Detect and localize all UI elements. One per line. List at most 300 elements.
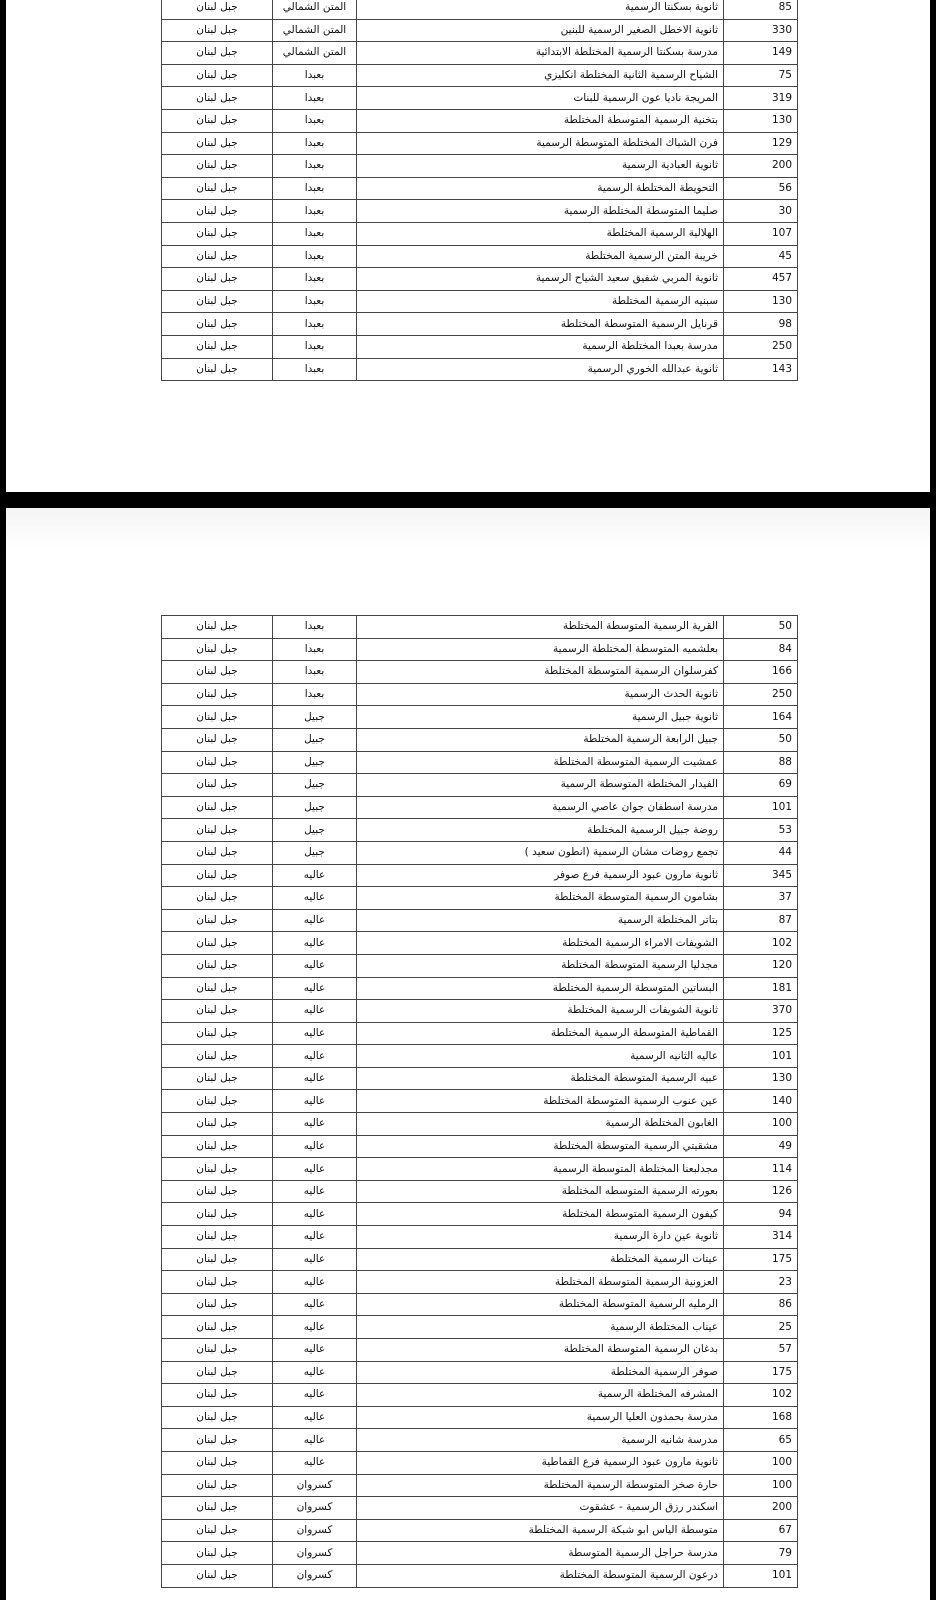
table-row	[162, 1113, 798, 1136]
district-cell: عاليه	[273, 1113, 357, 1136]
school-name-cell: خريبة المتن الرسمية المختلطة	[357, 245, 724, 268]
governorate-cell: جبل لبنان	[162, 1180, 273, 1203]
student-count-cell: 65	[724, 1429, 798, 1452]
student-count-cell: 37	[724, 887, 798, 910]
district-cell: عاليه	[273, 1361, 357, 1384]
governorate-cell: جبل لبنان	[162, 932, 273, 955]
district-cell: عاليه	[273, 1000, 357, 1023]
table-row	[162, 1158, 798, 1181]
school-name-cell: التحويطة المختلطة الرسمية	[357, 177, 724, 200]
table-row	[162, 132, 798, 155]
table-row	[162, 728, 798, 751]
district-cell: عاليه	[273, 1022, 357, 1045]
school-name-cell: بدغان الرسمية المتوسطة المختلطة	[357, 1339, 724, 1362]
school-name-cell: مدرسة شانيه الرسمية	[357, 1429, 724, 1452]
student-count-cell: 44	[724, 841, 798, 864]
student-count-cell: 101	[724, 796, 798, 819]
district-cell: عاليه	[273, 1339, 357, 1362]
schools-table-top	[161, 0, 798, 381]
student-count-cell: 85	[724, 0, 798, 19]
school-name-cell: عين عنوب الرسمية المتوسطة المختلطة	[357, 1090, 724, 1113]
student-count-cell: 130	[724, 1067, 798, 1090]
student-count-cell: 143	[724, 358, 798, 381]
district-cell: عاليه	[273, 1135, 357, 1158]
governorate-cell: جبل لبنان	[162, 1113, 273, 1136]
governorate-cell: جبل لبنان	[162, 200, 273, 223]
governorate-cell: جبل لبنان	[162, 222, 273, 245]
student-count-cell: 166	[724, 661, 798, 684]
document-page-bottom	[6, 508, 930, 1600]
district-cell: المتن الشمالي	[273, 42, 357, 65]
governorate-cell: جبل لبنان	[162, 774, 273, 797]
district-cell: بعبدا	[273, 245, 357, 268]
district-cell: جبيل	[273, 751, 357, 774]
table-row	[162, 887, 798, 910]
student-count-cell: 23	[724, 1271, 798, 1294]
school-name-cell: تجمع روضات مشان الرسمية (انطون سعيد )	[357, 841, 724, 864]
district-cell: عاليه	[273, 1226, 357, 1249]
governorate-cell: جبل لبنان	[162, 1564, 273, 1587]
governorate-cell: جبل لبنان	[162, 1022, 273, 1045]
governorate-cell: جبل لبنان	[162, 155, 273, 178]
school-name-cell: بتخنية الرسمية المتوسطة المختلطة	[357, 109, 724, 132]
table-row	[162, 335, 798, 358]
school-name-cell: روضة جبيل الرسمية المختلطة	[357, 819, 724, 842]
governorate-cell: جبل لبنان	[162, 887, 273, 910]
student-count-cell: 345	[724, 864, 798, 887]
district-cell: بعبدا	[273, 268, 357, 291]
governorate-cell: جبل لبنان	[162, 1203, 273, 1226]
table-row	[162, 1542, 798, 1565]
governorate-cell: جبل لبنان	[162, 751, 273, 774]
governorate-cell: جبل لبنان	[162, 1000, 273, 1023]
student-count-cell: 314	[724, 1226, 798, 1249]
district-cell: كسروان	[273, 1542, 357, 1565]
district-cell: بعبدا	[273, 661, 357, 684]
school-name-cell: ثانوية الحدث الرسمية	[357, 683, 724, 706]
school-name-cell: عيتات الرسمية المختلطة	[357, 1248, 724, 1271]
district-cell: عاليه	[273, 1384, 357, 1407]
governorate-cell: جبل لبنان	[162, 1135, 273, 1158]
table-row	[162, 1429, 798, 1452]
school-name-cell: مشقيتي الرسمية المتوسطة المختلطة	[357, 1135, 724, 1158]
table-row	[162, 909, 798, 932]
table-row	[162, 200, 798, 223]
table-row	[162, 1474, 798, 1497]
district-cell: عاليه	[273, 1316, 357, 1339]
governorate-cell: جبل لبنان	[162, 977, 273, 1000]
table-row	[162, 819, 798, 842]
table-row	[162, 1067, 798, 1090]
district-cell: جبيل	[273, 796, 357, 819]
school-name-cell: الشويفات الامراء الرسمية المختلطة	[357, 932, 724, 955]
governorate-cell: جبل لبنان	[162, 1519, 273, 1542]
student-count-cell: 102	[724, 932, 798, 955]
district-cell: عاليه	[273, 1271, 357, 1294]
district-cell: بعبدا	[273, 200, 357, 223]
student-count-cell: 101	[724, 1564, 798, 1587]
district-cell: بعبدا	[273, 177, 357, 200]
district-cell: بعبدا	[273, 638, 357, 661]
governorate-cell: جبل لبنان	[162, 335, 273, 358]
school-name-cell: المريجة ناديا عون الرسمية للبنات	[357, 87, 724, 110]
governorate-cell: جبل لبنان	[162, 954, 273, 977]
table-row	[162, 1022, 798, 1045]
school-name-cell: البساتين المتوسطة الرسمية المختلطة	[357, 977, 724, 1000]
table-row	[162, 358, 798, 381]
district-cell: بعبدا	[273, 290, 357, 313]
student-count-cell: 67	[724, 1519, 798, 1542]
school-name-cell: الفيدار المختلطة المتوسطة الرسمية	[357, 774, 724, 797]
district-cell: عاليه	[273, 1451, 357, 1474]
table-row	[162, 64, 798, 87]
district-cell: جبيل	[273, 819, 357, 842]
school-name-cell: حارة صخر المتوسطة الرسمية المختلطة	[357, 1474, 724, 1497]
student-count-cell: 86	[724, 1293, 798, 1316]
schools-table-bottom	[161, 615, 798, 1588]
district-cell: بعبدا	[273, 313, 357, 336]
student-count-cell: 129	[724, 132, 798, 155]
district-cell: بعبدا	[273, 358, 357, 381]
student-count-cell: 330	[724, 19, 798, 42]
school-name-cell: اسكندر رزق الرسمية - عشقوت	[357, 1497, 724, 1520]
district-cell: بعبدا	[273, 64, 357, 87]
student-count-cell: 50	[724, 616, 798, 639]
table-row	[162, 1135, 798, 1158]
student-count-cell: 175	[724, 1361, 798, 1384]
table-row	[162, 1384, 798, 1407]
district-cell: عاليه	[273, 909, 357, 932]
student-count-cell: 168	[724, 1406, 798, 1429]
governorate-cell: جبل لبنان	[162, 1384, 273, 1407]
student-count-cell: 57	[724, 1339, 798, 1362]
governorate-cell: جبل لبنان	[162, 638, 273, 661]
school-name-cell: مدرسة بحمدون العليا الرسمية	[357, 1406, 724, 1429]
governorate-cell: جبل لبنان	[162, 1361, 273, 1384]
district-cell: كسروان	[273, 1564, 357, 1587]
table-row	[162, 1090, 798, 1113]
table-row	[162, 0, 798, 19]
student-count-cell: 114	[724, 1158, 798, 1181]
school-name-cell: القرية الرسمية المتوسطة المختلطة	[357, 616, 724, 639]
student-count-cell: 107	[724, 222, 798, 245]
governorate-cell: جبل لبنان	[162, 358, 273, 381]
student-count-cell: 140	[724, 1090, 798, 1113]
governorate-cell: جبل لبنان	[162, 1045, 273, 1068]
table-row	[162, 222, 798, 245]
table-row	[162, 1339, 798, 1362]
table-row	[162, 1497, 798, 1520]
governorate-cell: جبل لبنان	[162, 1429, 273, 1452]
student-count-cell: 250	[724, 335, 798, 358]
table-row	[162, 1180, 798, 1203]
governorate-cell: جبل لبنان	[162, 1293, 273, 1316]
governorate-cell: جبل لبنان	[162, 841, 273, 864]
table-row	[162, 1248, 798, 1271]
district-cell: عاليه	[273, 1180, 357, 1203]
student-count-cell: 457	[724, 268, 798, 291]
table-row	[162, 1361, 798, 1384]
school-name-cell: فرن الشباك المختلطة المتوسطة الرسمية	[357, 132, 724, 155]
student-count-cell: 94	[724, 1203, 798, 1226]
school-name-cell: سبنيه الرسمية المختلطة	[357, 290, 724, 313]
governorate-cell: جبل لبنان	[162, 42, 273, 65]
district-cell: عاليه	[273, 1090, 357, 1113]
table-row	[162, 177, 798, 200]
school-name-cell: عبيه الرسمية المتوسطة المختلطة	[357, 1067, 724, 1090]
governorate-cell: جبل لبنان	[162, 819, 273, 842]
student-count-cell: 100	[724, 1451, 798, 1474]
table-row	[162, 751, 798, 774]
table-row	[162, 864, 798, 887]
governorate-cell: جبل لبنان	[162, 706, 273, 729]
school-name-cell: مجدلبعنا المختلطة المتوسطة الرسمية	[357, 1158, 724, 1181]
school-name-cell: ثانوية المربي شفيق سعيد الشياح الرسمية	[357, 268, 724, 291]
governorate-cell: جبل لبنان	[162, 1451, 273, 1474]
governorate-cell: جبل لبنان	[162, 268, 273, 291]
student-count-cell: 69	[724, 774, 798, 797]
school-name-cell: الغابون المختلطة الرسمية	[357, 1113, 724, 1136]
governorate-cell: جبل لبنان	[162, 245, 273, 268]
table-row	[162, 661, 798, 684]
school-name-cell: بعلشميه المتوسطة المختلطة الرسمية	[357, 638, 724, 661]
school-name-cell: درعون الرسمية المتوسطة المختلطة	[357, 1564, 724, 1587]
school-name-cell: ثانوية مارون عبود الرسمية فرع القماطية	[357, 1451, 724, 1474]
student-count-cell: 250	[724, 683, 798, 706]
table-row	[162, 1406, 798, 1429]
district-cell: عاليه	[273, 1406, 357, 1429]
student-count-cell: 75	[724, 64, 798, 87]
district-cell: عاليه	[273, 1067, 357, 1090]
school-name-cell: مدرسة حراجل الرسمية المتوسطة	[357, 1542, 724, 1565]
governorate-cell: جبل لبنان	[162, 1406, 273, 1429]
school-name-cell: مجدليا الرسمية المتوسطة المختلطة	[357, 954, 724, 977]
student-count-cell: 100	[724, 1113, 798, 1136]
student-count-cell: 130	[724, 290, 798, 313]
governorate-cell: جبل لبنان	[162, 290, 273, 313]
district-cell: المتن الشمالي	[273, 0, 357, 19]
governorate-cell: جبل لبنان	[162, 864, 273, 887]
student-count-cell: 87	[724, 909, 798, 932]
school-name-cell: العزونية الرسمية المتوسطة المختلطة	[357, 1271, 724, 1294]
governorate-cell: جبل لبنان	[162, 1339, 273, 1362]
district-cell: عاليه	[273, 1429, 357, 1452]
governorate-cell: جبل لبنان	[162, 796, 273, 819]
school-name-cell: ثانوية بسكنتا الرسمية	[357, 0, 724, 19]
table-row	[162, 42, 798, 65]
school-name-cell: جبيل الرابعة الرسمية المختلطة	[357, 728, 724, 751]
school-name-cell: صوفر الرسمية المختلطة	[357, 1361, 724, 1384]
governorate-cell: جبل لبنان	[162, 64, 273, 87]
district-cell: كسروان	[273, 1519, 357, 1542]
governorate-cell: جبل لبنان	[162, 661, 273, 684]
student-count-cell: 56	[724, 177, 798, 200]
school-name-cell: كيفون الرسمية المتوسطة المختلطة	[357, 1203, 724, 1226]
governorate-cell: جبل لبنان	[162, 1497, 273, 1520]
document-page-top	[6, 0, 930, 492]
school-name-cell: ثانوية جبيل الرسمية	[357, 706, 724, 729]
governorate-cell: جبل لبنان	[162, 1090, 273, 1113]
district-cell: بعبدا	[273, 616, 357, 639]
school-name-cell: مدرسة اسطفان جوان عاصي الرسمية	[357, 796, 724, 819]
governorate-cell: جبل لبنان	[162, 177, 273, 200]
district-cell: عاليه	[273, 954, 357, 977]
student-count-cell: 200	[724, 1497, 798, 1520]
governorate-cell: جبل لبنان	[162, 728, 273, 751]
table-row	[162, 1293, 798, 1316]
table-row	[162, 954, 798, 977]
district-cell: عاليه	[273, 932, 357, 955]
district-cell: بعبدا	[273, 87, 357, 110]
district-cell: بعبدا	[273, 335, 357, 358]
school-name-cell: ثانوية عبدالله الخوري الرسمية	[357, 358, 724, 381]
table-row	[162, 1564, 798, 1587]
district-cell: بعبدا	[273, 155, 357, 178]
district-cell: المتن الشمالي	[273, 19, 357, 42]
school-name-cell: بشامون الرسمية المتوسطة المختلطة	[357, 887, 724, 910]
student-count-cell: 45	[724, 245, 798, 268]
school-name-cell: الرمليه الرسمية المتوسطة المختلطة	[357, 1293, 724, 1316]
district-cell: بعبدا	[273, 132, 357, 155]
governorate-cell: جبل لبنان	[162, 313, 273, 336]
student-count-cell: 79	[724, 1542, 798, 1565]
student-count-cell: 120	[724, 954, 798, 977]
governorate-cell: جبل لبنان	[162, 1248, 273, 1271]
table-row	[162, 774, 798, 797]
district-cell: عاليه	[273, 864, 357, 887]
table-row	[162, 1045, 798, 1068]
governorate-cell: جبل لبنان	[162, 1271, 273, 1294]
district-cell: عاليه	[273, 1293, 357, 1316]
student-count-cell: 200	[724, 155, 798, 178]
district-cell: بعبدا	[273, 109, 357, 132]
table-row	[162, 1271, 798, 1294]
student-count-cell: 101	[724, 1045, 798, 1068]
table-row	[162, 841, 798, 864]
table-row	[162, 1451, 798, 1474]
governorate-cell: جبل لبنان	[162, 0, 273, 19]
school-name-cell: مدرسة بعبدا المختلطة الرسمية	[357, 335, 724, 358]
student-count-cell: 149	[724, 42, 798, 65]
school-name-cell: صليما المتوسطة المختلطة الرسمية	[357, 200, 724, 223]
student-count-cell: 30	[724, 200, 798, 223]
table-row	[162, 313, 798, 336]
table-row	[162, 19, 798, 42]
school-name-cell: المشرفه المختلطة الرسمية	[357, 1384, 724, 1407]
table-row	[162, 1000, 798, 1023]
table-row	[162, 1203, 798, 1226]
table-row	[162, 245, 798, 268]
school-name-cell: متوسطة الياس ابو شبكة الرسمية المختلطة	[357, 1519, 724, 1542]
school-name-cell: مدرسة بسكنتا الرسمية المختلطة الابتدائية	[357, 42, 724, 65]
district-cell: عاليه	[273, 887, 357, 910]
governorate-cell: جبل لبنان	[162, 1158, 273, 1181]
student-count-cell: 49	[724, 1135, 798, 1158]
district-cell: عاليه	[273, 1248, 357, 1271]
student-count-cell: 130	[724, 109, 798, 132]
table-row	[162, 683, 798, 706]
table-row	[162, 109, 798, 132]
student-count-cell: 84	[724, 638, 798, 661]
table-row	[162, 1316, 798, 1339]
school-name-cell: القماطية المتوسطة الرسمية المختلطة	[357, 1022, 724, 1045]
student-count-cell: 88	[724, 751, 798, 774]
governorate-cell: جبل لبنان	[162, 909, 273, 932]
table-row	[162, 268, 798, 291]
school-name-cell: ثانوية مارون عبود الرسمية فرع صوفر	[357, 864, 724, 887]
table-row	[162, 155, 798, 178]
table-row	[162, 796, 798, 819]
student-count-cell: 164	[724, 706, 798, 729]
student-count-cell: 126	[724, 1180, 798, 1203]
school-name-cell: عيناب المختلطة الرسمية	[357, 1316, 724, 1339]
student-count-cell: 175	[724, 1248, 798, 1271]
governorate-cell: جبل لبنان	[162, 1474, 273, 1497]
table-row	[162, 932, 798, 955]
table-row	[162, 638, 798, 661]
student-count-cell: 370	[724, 1000, 798, 1023]
district-cell: بعبدا	[273, 222, 357, 245]
governorate-cell: جبل لبنان	[162, 683, 273, 706]
school-name-cell: قرنايل الرسمية المتوسطة المختلطة	[357, 313, 724, 336]
student-count-cell: 100	[724, 1474, 798, 1497]
district-cell: جبيل	[273, 774, 357, 797]
school-name-cell: بتاتر المختلطة الرسمية	[357, 909, 724, 932]
district-cell: جبيل	[273, 728, 357, 751]
school-name-cell: ثانوية العبادية الرسمية	[357, 155, 724, 178]
governorate-cell: جبل لبنان	[162, 109, 273, 132]
governorate-cell: جبل لبنان	[162, 1067, 273, 1090]
school-name-cell: عمشيت الرسمية المتوسطة المختلطة	[357, 751, 724, 774]
school-name-cell: كفرسلوان الرسمية المتوسطة المختلطة	[357, 661, 724, 684]
district-cell: عاليه	[273, 1203, 357, 1226]
district-cell: عاليه	[273, 1158, 357, 1181]
table-row	[162, 1226, 798, 1249]
student-count-cell: 53	[724, 819, 798, 842]
table-row	[162, 1519, 798, 1542]
district-cell: جبيل	[273, 841, 357, 864]
school-name-cell: ثانوية الشويفات الرسمية المختلطة	[357, 1000, 724, 1023]
governorate-cell: جبل لبنان	[162, 1542, 273, 1565]
district-cell: كسروان	[273, 1474, 357, 1497]
student-count-cell: 25	[724, 1316, 798, 1339]
district-cell: كسروان	[273, 1497, 357, 1520]
school-name-cell: ثانوية الاخطل الصغير الرسمية للبنين	[357, 19, 724, 42]
student-count-cell: 319	[724, 87, 798, 110]
student-count-cell: 98	[724, 313, 798, 336]
student-count-cell: 102	[724, 1384, 798, 1407]
student-count-cell: 50	[724, 728, 798, 751]
district-cell: عاليه	[273, 1045, 357, 1068]
school-name-cell: ثانوية عين دارة الرسمية	[357, 1226, 724, 1249]
governorate-cell: جبل لبنان	[162, 1226, 273, 1249]
school-name-cell: الهلالية الرسمية المختلطة	[357, 222, 724, 245]
governorate-cell: جبل لبنان	[162, 132, 273, 155]
table-row	[162, 290, 798, 313]
student-count-cell: 125	[724, 1022, 798, 1045]
district-cell: عاليه	[273, 977, 357, 1000]
district-cell: بعبدا	[273, 683, 357, 706]
table-row	[162, 706, 798, 729]
table-row	[162, 87, 798, 110]
school-name-cell: عاليه الثانيه الرسمية	[357, 1045, 724, 1068]
governorate-cell: جبل لبنان	[162, 616, 273, 639]
governorate-cell: جبل لبنان	[162, 87, 273, 110]
governorate-cell: جبل لبنان	[162, 1316, 273, 1339]
governorate-cell: جبل لبنان	[162, 19, 273, 42]
school-name-cell: الشياح الرسمية الثانية المختلطة انكليزي	[357, 64, 724, 87]
student-count-cell: 181	[724, 977, 798, 1000]
